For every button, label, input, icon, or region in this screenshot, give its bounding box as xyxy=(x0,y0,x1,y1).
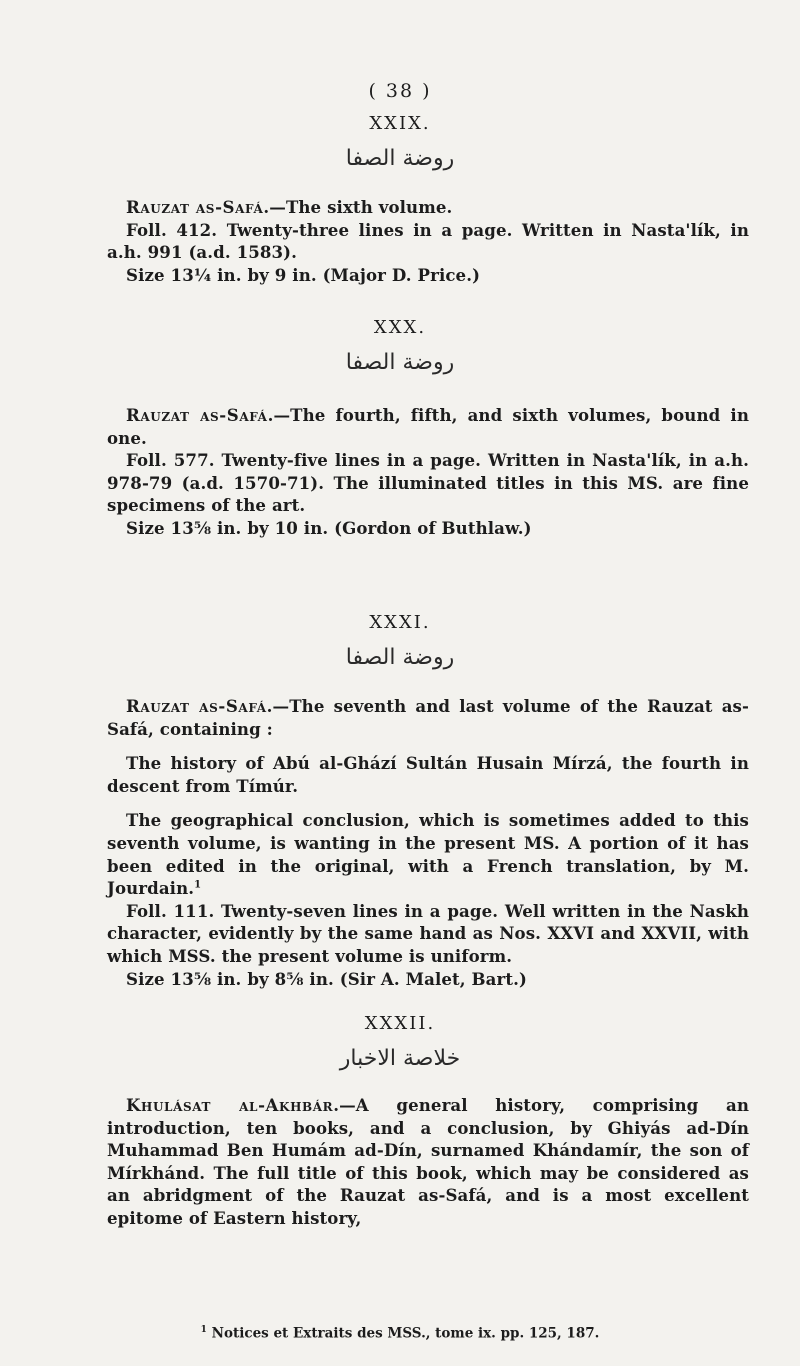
entry-line: Size 13¼ in. by 9 in. (Major D. Price.) xyxy=(126,264,481,285)
entry-heading: Rauzat as-Safá xyxy=(126,696,267,716)
entry-heading-rest: .—The seventh and last volume of the Rauzat as-Safá, containing : xyxy=(107,696,749,739)
footnote xyxy=(0,1325,800,1342)
entry-line: Foll. 412. Twenty-three lines in a page. Written in Nasta'lík, in a.h. 991 (a.d. 1583). xyxy=(107,219,749,263)
entry-line: Size 13⅝ in. by 8⅝ in. (Sir A. Malet, Bart.) xyxy=(126,968,527,989)
entry-line: Foll. 577. Twenty-five lines in a page. Written in Nasta'lík, in a.h. 978-79 (a.d. 1570-71). The illuminated titles in this MS. are fine specimens of the art. xyxy=(107,450,749,516)
entry-line-text: The geographical conclusion, which is sometimes added to this seventh volume, is wanting in the present MS. A portion of it has been edited in the original, with a French translation, by M. Jourdain. xyxy=(107,810,749,899)
arabic-title: خلاصة الاخبار xyxy=(339,1046,461,1071)
entry-paragraph xyxy=(107,404,749,540)
entry-heading-rest: .—The sixth volume. xyxy=(263,197,453,217)
entry-line: The history of Abú al-Ghází Sultán Husain Mírzá, the fourth in descent from Tímúr. xyxy=(107,753,749,796)
entry-heading-rest: .—The fourth, fifth, and sixth volumes, bound in one. xyxy=(107,405,749,448)
entry-numeral: XXXII. xyxy=(364,1013,436,1034)
entry-numeral: XXIX. xyxy=(369,113,431,134)
entry-heading: Khulásat al-Akhbár xyxy=(126,1095,334,1115)
entry-paragraph xyxy=(107,695,749,990)
arabic-title: روضة الصفا xyxy=(345,350,455,375)
entry-line: Size 13⅝ in. by 10 in. (Gordon of Buthlaw.) xyxy=(126,517,532,538)
arabic-title: روضة الصفا xyxy=(345,645,455,670)
entry-heading: Rauzat as-Safá xyxy=(126,197,264,217)
entry-numeral: XXX. xyxy=(373,317,427,338)
entry-heading: Rauzat as-Safá xyxy=(126,405,268,425)
entry-paragraph xyxy=(107,1094,749,1230)
arabic-title: روضة الصفا xyxy=(345,146,455,171)
footnote-reference: 1 xyxy=(194,879,202,891)
page-number: ( 38 ) xyxy=(368,80,432,102)
entry-heading-rest: .—A general history, comprising an introduction, ten books, and a conclusion, by Ghiyás ad-Dín Muhammad Ben Humám ad-Dín, surnamed Khándamír, the son of Mírkhánd. The full title of this book, which may be considered as an abridgment of the Rauzat as-Safá, and is a most excellent epitome of Eastern history, xyxy=(107,1095,749,1228)
entry-numeral: XXXI. xyxy=(369,612,431,633)
entry-line xyxy=(107,809,749,899)
entry-paragraph xyxy=(107,196,749,286)
footnote-marker: 1 xyxy=(200,1325,207,1335)
entry-line: Foll. 111. Twenty-seven lines in a page. Well written in the Naskh character, evidently by the same hand as Nos. XXVI and XXVII, with which MSS. the present volume is uniform. xyxy=(107,900,749,966)
footnote-text: Notices et Extraits des MSS., tome ix. pp. 125, 187. xyxy=(211,1325,600,1342)
